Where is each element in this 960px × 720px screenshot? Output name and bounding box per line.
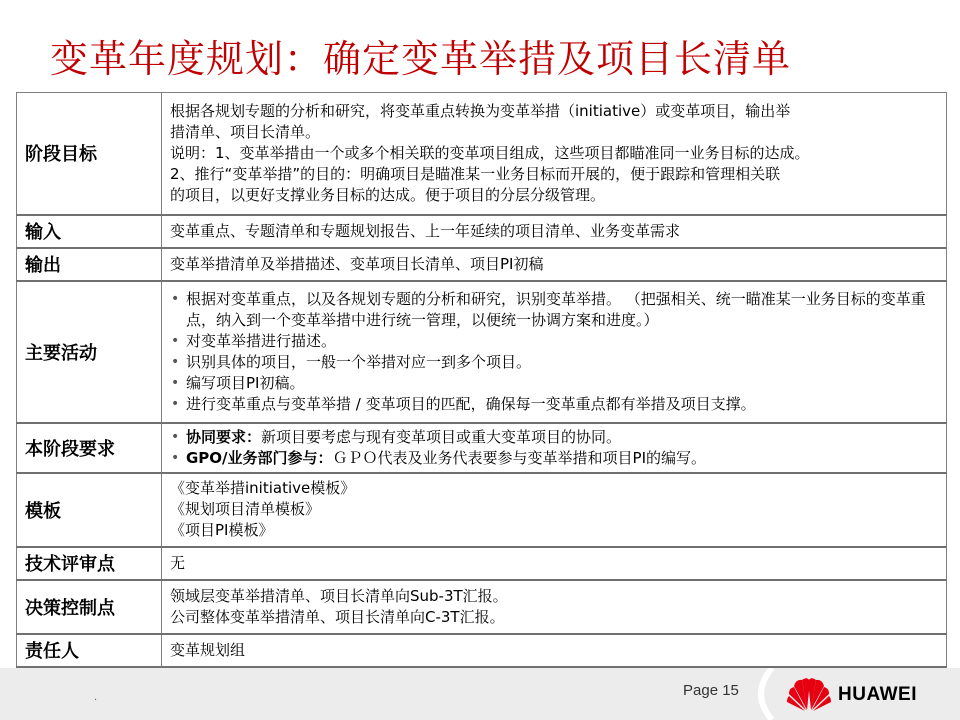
- table-row: [17, 423, 947, 473]
- table-row: [17, 634, 947, 667]
- row-content-review: 无: [162, 547, 947, 580]
- list-item: • 编写项目PI初稿。: [170, 373, 940, 394]
- goal-line: 的项目，以更好支撑业务目标的达成。便于项目的分层分级管理。: [170, 185, 606, 204]
- row-label-requirements: 本阶段要求: [17, 423, 162, 473]
- list-item: [170, 448, 940, 469]
- row-content-output: 变革举措清单及举措描述、变革项目长清单、项目PI初稿: [162, 248, 947, 281]
- goal-line: 根据各规划专题的分析和研究，将变革重点转换为变革举措（initiative）或变革项目，输出举: [170, 101, 791, 120]
- list-item: • 根据对变革重点，以及各规划专题的分析和研究，识别变革举措。 （把强相关、统一瞄准某一业务目标的变革重点，纳入到一个变革举措中进行统一管理，以便统一协调方案和进度。）: [170, 289, 940, 331]
- goal-line: 措清单、项目长清单。: [170, 122, 321, 141]
- template-line: 《项目PI模板》: [170, 521, 274, 539]
- row-content-owner: 变革规划组: [162, 634, 947, 667]
- row-label-activities: 主要活动: [17, 281, 162, 423]
- stage-table: [16, 92, 947, 668]
- goal-line: 2、推行“变革举措”的目的：明确项目是瞄准某一业务目标而开展的，便于跟踪和管理相关联: [170, 164, 781, 183]
- table-row: [17, 281, 947, 423]
- table-row: [17, 248, 947, 281]
- table-row: [17, 215, 947, 248]
- requirements-list: [170, 427, 940, 469]
- row-content-input: 变革重点、专题清单和专题规划报告、上一年延续的项目清单、业务变革需求: [162, 215, 947, 248]
- row-label-input: 输入: [17, 215, 162, 248]
- list-item: • 识别具体的项目，一般一个举措对应一到多个项目。: [170, 352, 940, 373]
- list-item: • 进行变革重点与变革举措 / 变革项目的匹配，确保每一变革重点都有举措及项目支撑。: [170, 394, 940, 415]
- requirement-title: 协同要求：: [186, 427, 262, 446]
- requirement-text: 新项目要考虑与现有变革项目或重大变革项目的协同。: [261, 427, 622, 446]
- row-content-goal: [162, 93, 947, 215]
- row-content-requirements: [162, 423, 947, 473]
- requirement-text: ＧＰＯ代表及业务代表要参与变革举措和项目PI的编写。: [332, 448, 707, 467]
- table-row: [17, 580, 947, 634]
- list-item: • 对变革举措进行描述。: [170, 331, 940, 352]
- template-line: 《规划项目清单模板》: [170, 500, 321, 518]
- table-row: [17, 547, 947, 580]
- list-item: [170, 427, 940, 448]
- huawei-logo-icon: [786, 676, 832, 712]
- decision-line: 公司整体变革举措清单、项目长清单向C-3T汇报。: [170, 607, 505, 626]
- page-title: 变革年度规划：确定变革举措及项目长清单: [50, 37, 792, 81]
- goal-line: 说明：1、变革举措由一个或多个相关联的变革项目组成，这些项目都瞄准同一业务目标的达成。: [170, 143, 810, 162]
- template-line: 《变革举措initiative模板》: [170, 479, 356, 497]
- footer-arc-icon: [742, 668, 782, 720]
- footer-dot: .: [94, 692, 98, 703]
- table-row: [17, 473, 947, 547]
- activity-list: [170, 289, 940, 415]
- row-content-decision: [162, 580, 947, 634]
- row-content-template: [162, 473, 947, 547]
- row-label-decision: 决策控制点: [17, 580, 162, 634]
- row-label-goal: 阶段目标: [17, 93, 162, 215]
- decision-line: 领域层变革举措清单、项目长清单向Sub-3T汇报。: [170, 586, 508, 605]
- row-label-template: 模板: [17, 473, 162, 547]
- page-number: Page 15: [683, 682, 739, 699]
- requirement-title: GPO/业务部门参与：: [186, 448, 333, 467]
- row-label-review: 技术评审点: [17, 547, 162, 580]
- row-content-activities: [162, 281, 947, 423]
- table-row: [17, 93, 947, 215]
- row-label-owner: 责任人: [17, 634, 162, 667]
- brand-name: HUAWEI: [838, 684, 917, 705]
- row-label-output: 输出: [17, 248, 162, 281]
